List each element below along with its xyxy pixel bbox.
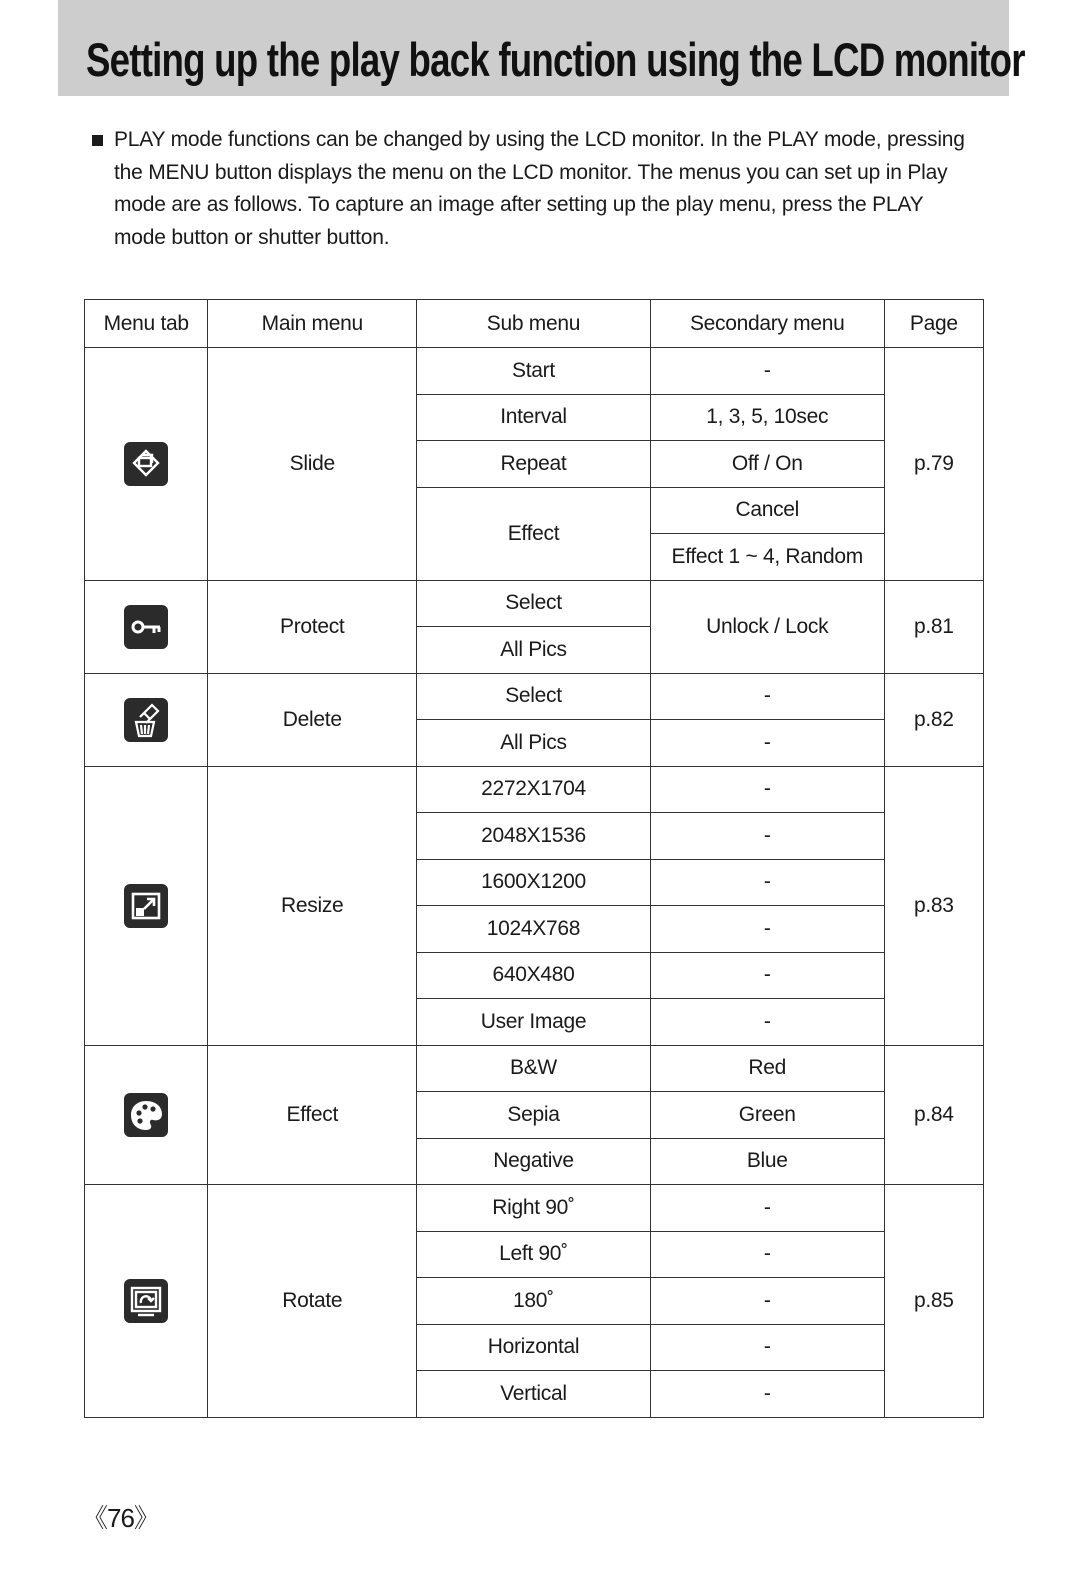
page-title: Setting up the play back function using the LCD monitor xyxy=(86,33,1025,86)
header-page: Page xyxy=(884,300,983,348)
table-row xyxy=(85,766,984,813)
sub-menu-cell: 640X480 xyxy=(417,952,651,999)
menu-tab-cell xyxy=(85,673,208,766)
header-main-menu: Main menu xyxy=(208,300,417,348)
sub-menu-cell: All Pics xyxy=(417,720,651,767)
main-menu-slide: Slide xyxy=(208,348,417,581)
secondary-menu-cell: 1, 3, 5, 10sec xyxy=(650,394,884,441)
secondary-menu-cell: Effect 1 ~ 4, Random xyxy=(650,534,884,581)
page-ref-protect: p.81 xyxy=(884,580,983,673)
secondary-menu-cell: Unlock / Lock xyxy=(650,580,884,673)
secondary-menu-cell: Blue xyxy=(650,1138,884,1185)
sub-menu-cell: Negative xyxy=(417,1138,651,1185)
trash-icon xyxy=(124,698,168,742)
menu-tab-cell xyxy=(85,1045,208,1185)
table-row xyxy=(85,673,984,720)
table-row xyxy=(85,1185,984,1232)
sub-menu-cell: All Pics xyxy=(417,627,651,674)
sub-menu-cell: 1024X768 xyxy=(417,906,651,953)
main-menu-delete: Delete xyxy=(208,673,417,766)
secondary-menu-cell: - xyxy=(650,813,884,860)
secondary-menu-cell: - xyxy=(650,1185,884,1232)
secondary-menu-cell: - xyxy=(650,720,884,767)
page-number: 《76》 xyxy=(82,1503,159,1533)
sub-menu-cell: Repeat xyxy=(417,441,651,488)
slideshow-icon xyxy=(124,442,168,486)
main-menu-effect: Effect xyxy=(208,1045,417,1185)
sub-menu-cell: 180˚ xyxy=(417,1278,651,1325)
table-row xyxy=(85,580,984,627)
sub-menu-cell: 1600X1200 xyxy=(417,859,651,906)
title-bar xyxy=(58,0,1025,96)
sub-menu-cell: Interval xyxy=(417,394,651,441)
sub-menu-cell: Select xyxy=(417,673,651,720)
secondary-menu-cell: - xyxy=(650,766,884,813)
main-menu-protect: Protect xyxy=(208,580,417,673)
secondary-menu-cell: - xyxy=(650,1371,884,1418)
play-menu-table xyxy=(84,299,984,1418)
secondary-menu-cell: - xyxy=(650,952,884,999)
main-menu-rotate: Rotate xyxy=(208,1185,417,1418)
sub-menu-cell: 2048X1536 xyxy=(417,813,651,860)
menu-tab-cell xyxy=(85,580,208,673)
secondary-menu-cell: - xyxy=(650,906,884,953)
menu-tab-cell xyxy=(85,348,208,581)
sub-menu-cell: B&W xyxy=(417,1045,651,1092)
palette-icon xyxy=(124,1093,168,1137)
page-ref-effect: p.84 xyxy=(884,1045,983,1185)
table-header-row xyxy=(85,300,984,348)
secondary-menu-cell: - xyxy=(650,673,884,720)
sub-menu-cell: Select xyxy=(417,580,651,627)
bullet-square-icon xyxy=(92,135,103,146)
main-menu-resize: Resize xyxy=(208,766,417,1045)
sub-menu-cell: Right 90˚ xyxy=(417,1185,651,1232)
table-row xyxy=(85,1045,984,1092)
intro-paragraph: PLAY mode functions can be changed by using the LCD monitor. In the PLAY mode, pressing the MENU button displays the menu on the LCD monitor. The menus you can set up in Play mode are as follows. To capture an image after setting up the play menu, press the PLAY mode button or shutter button. xyxy=(114,128,965,249)
secondary-menu-cell: Green xyxy=(650,1092,884,1139)
sub-menu-cell: Left 90˚ xyxy=(417,1231,651,1278)
menu-tab-cell xyxy=(85,766,208,1045)
key-icon xyxy=(124,605,168,649)
secondary-menu-cell: - xyxy=(650,348,884,395)
sub-menu-cell: Start xyxy=(417,348,651,395)
sub-menu-cell: 2272X1704 xyxy=(417,766,651,813)
sub-menu-cell: Sepia xyxy=(417,1092,651,1139)
secondary-menu-cell: Cancel xyxy=(650,487,884,534)
rotate-icon xyxy=(124,1279,168,1323)
secondary-menu-cell: - xyxy=(650,1278,884,1325)
resize-icon xyxy=(124,884,168,928)
secondary-menu-cell: - xyxy=(650,999,884,1046)
intro-section xyxy=(92,124,972,254)
secondary-menu-cell: - xyxy=(650,859,884,906)
secondary-menu-cell: Off / On xyxy=(650,441,884,488)
secondary-menu-cell: - xyxy=(650,1324,884,1371)
table-row xyxy=(85,348,984,395)
header-menu-tab: Menu tab xyxy=(85,300,208,348)
secondary-menu-cell: Red xyxy=(650,1045,884,1092)
header-secondary-menu: Secondary menu xyxy=(650,300,884,348)
page-ref-delete: p.82 xyxy=(884,673,983,766)
menu-tab-cell xyxy=(85,1185,208,1418)
sub-menu-cell: Effect xyxy=(417,487,651,580)
page-ref-rotate: p.85 xyxy=(884,1185,983,1418)
sub-menu-cell: Vertical xyxy=(417,1371,651,1418)
header-sub-menu: Sub menu xyxy=(417,300,651,348)
page-ref-resize: p.83 xyxy=(884,766,983,1045)
sub-menu-cell: Horizontal xyxy=(417,1324,651,1371)
secondary-menu-cell: - xyxy=(650,1231,884,1278)
page-ref-slide: p.79 xyxy=(884,348,983,581)
sub-menu-cell: User Image xyxy=(417,999,651,1046)
